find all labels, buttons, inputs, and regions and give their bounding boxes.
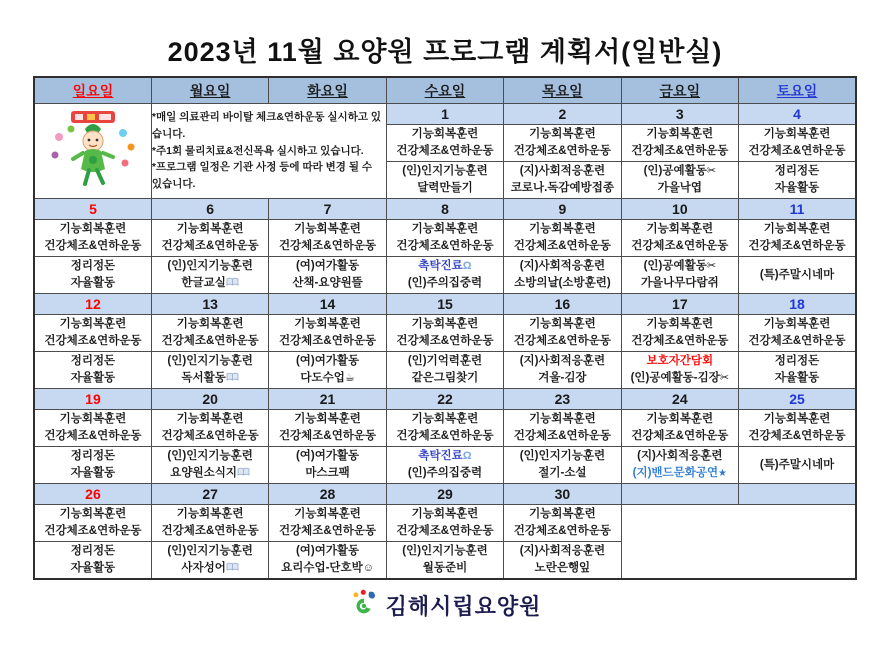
program-line: 기능회복훈련 [529, 318, 596, 330]
day-14-daily-programs [269, 315, 386, 352]
scissors-icon: ✂ [706, 165, 717, 177]
program-line: 가을낙엽 [657, 182, 703, 194]
program-line: 건강체조&연하운동 [44, 335, 142, 347]
program-line: 건강체조&연하운동 [631, 240, 729, 252]
day-number-14: 14 [269, 294, 386, 315]
day-number-23: 23 [504, 389, 621, 410]
program-line: 정리정돈 [70, 450, 116, 462]
day-header-thursday: 목요일 [504, 77, 621, 104]
week-5-morning-row [34, 505, 856, 542]
day-18-daily-programs [739, 315, 856, 352]
day-13-special-programs [151, 352, 268, 389]
program-line: (인)인지기능훈련 [167, 260, 253, 272]
day-number-18: 18 [739, 294, 856, 315]
program-line: 절기-소설 [538, 467, 587, 479]
day-number-20: 20 [151, 389, 268, 410]
empty-number-cell [739, 484, 856, 505]
day-number-21: 21 [269, 389, 386, 410]
day-number-25: 25 [739, 389, 856, 410]
week-3-number-row [34, 294, 856, 315]
program-line: 보호자간담회 [646, 355, 714, 367]
day-10-daily-programs [621, 220, 738, 257]
program-line: 건강체조&연하운동 [278, 430, 377, 442]
day-number-15: 15 [386, 294, 503, 315]
day-15-daily-programs [386, 315, 503, 352]
program-line: 기능회복훈련 [294, 413, 361, 425]
program-line: 기능회복훈련 [294, 223, 361, 235]
program-line: 건강체조&연하운동 [748, 145, 846, 157]
day-17-special-programs [621, 352, 738, 389]
program-line: 기능회복훈련 [176, 413, 244, 425]
day-24-daily-programs [621, 410, 738, 447]
book-icon [226, 372, 239, 384]
day-16-special-programs [504, 352, 621, 389]
program-line: 같은그림찾기 [411, 372, 479, 384]
week-4-morning-row [34, 410, 856, 447]
program-line: 건강체조&연하운동 [278, 240, 377, 252]
page-title: 2023년 11월 요양원 프로그램 계획서(일반실) [167, 37, 723, 67]
program-line: 건강체조&연하운동 [396, 240, 494, 252]
star-icon: ★ [718, 468, 728, 479]
program-line: 기능회복훈련 [59, 413, 127, 425]
day-29-special-programs [386, 542, 503, 580]
week-5-number-row [34, 484, 856, 505]
program-line: 촉탁진료Ω [418, 450, 472, 462]
program-line: 건강체조&연하운동 [396, 525, 494, 537]
day-20-daily-programs [151, 410, 268, 447]
program-line: 기능회복훈련 [763, 128, 831, 140]
day-1-daily-programs [386, 125, 503, 162]
mascot-image [34, 104, 151, 199]
program-line: 기능회복훈련 [294, 318, 361, 330]
program-line: 촉탁진료Ω [418, 260, 472, 272]
info-note-line: *매일 의료관리 바이탈 체크&연하운동 실시하고 있습니다. [151, 111, 382, 140]
program-line: 자율활동 [70, 277, 116, 289]
day-9-special-programs [504, 257, 621, 294]
program-calendar-table [33, 76, 857, 580]
day-12-special-programs [34, 352, 151, 389]
program-line: (인)인지기능훈련 [167, 450, 253, 462]
stethoscope-icon: Ω [462, 450, 472, 462]
day-10-special-programs [621, 257, 738, 294]
day-11-special-programs [739, 257, 856, 294]
day-number-11: 11 [739, 199, 856, 220]
program-line: 정리정돈 [774, 355, 820, 367]
week-2-number-row [34, 199, 856, 220]
program-line: (인)인지기능훈련 [167, 545, 253, 557]
day-8-daily-programs [386, 220, 503, 257]
week-4-number-row [34, 389, 856, 410]
book-icon [237, 467, 250, 479]
scissors-icon: ✂ [706, 260, 717, 272]
day-17-daily-programs [621, 315, 738, 352]
program-line: 기능회복훈련 [411, 128, 479, 140]
day-6-special-programs [151, 257, 268, 294]
day-27-daily-programs [151, 505, 268, 542]
day-9-daily-programs [504, 220, 621, 257]
day-23-special-programs [504, 447, 621, 484]
program-line: (인)인지기능훈련 [402, 165, 488, 177]
day-header-friday: 금요일 [621, 77, 738, 104]
program-line: 기능회복훈련 [646, 318, 714, 330]
program-line: 기능회복훈련 [59, 508, 127, 520]
book-icon [226, 277, 239, 289]
day-16-daily-programs [504, 315, 621, 352]
calendar-header [34, 77, 856, 104]
day-24-special-programs [621, 447, 738, 484]
program-line: 코로나.독감예방접종 [510, 182, 614, 194]
day-18-special-programs [739, 352, 856, 389]
program-line: 건강체조&연하운동 [631, 145, 729, 157]
week-1-number-row [34, 104, 856, 125]
day-11-daily-programs [739, 220, 856, 257]
program-line: 건강체조&연하운동 [513, 525, 611, 537]
day-7-daily-programs [269, 220, 386, 257]
day-header-row [34, 77, 856, 104]
program-line: 사자성어 [152, 560, 268, 577]
day-number-13: 13 [151, 294, 268, 315]
program-line: 건강체조&연하운동 [161, 240, 259, 252]
program-line: 독서활동 [152, 370, 268, 387]
day-12-daily-programs [34, 315, 151, 352]
program-line: 한글교실 [152, 275, 268, 292]
program-line: 요양원소식지 [152, 465, 268, 482]
day-6-daily-programs [151, 220, 268, 257]
program-line: 자율활동 [70, 467, 116, 479]
program-line: 건강체조&연하운동 [278, 525, 377, 537]
day-22-special-programs [386, 447, 503, 484]
program-line: (지)사회적응훈련 [519, 165, 606, 177]
day-4-daily-programs [739, 125, 856, 162]
day-number-5: 5 [34, 199, 151, 220]
info-note-line: *프로그램 일정은 기관 사정 등에 따라 변경 될 수 [151, 161, 373, 174]
day-3-special-programs [621, 162, 738, 199]
footer-org-name: 김해시립요양원 [385, 594, 542, 619]
day-20-special-programs [151, 447, 268, 484]
program-line: 건강체조&연하운동 [396, 430, 494, 442]
program-line: 기능회복훈련 [646, 128, 714, 140]
program-line: 건강체조&연하운동 [44, 430, 142, 442]
week-4-afternoon-row [34, 447, 856, 484]
day-4-special-programs [739, 162, 856, 199]
program-line: (인)인지기능훈련 [402, 545, 488, 557]
day-19-special-programs [34, 447, 151, 484]
day-30-daily-programs [504, 505, 621, 542]
day-8-special-programs [386, 257, 503, 294]
day-25-special-programs [739, 447, 856, 484]
program-line: 기능회복훈련 [176, 508, 244, 520]
program-line: 정리정돈 [70, 545, 116, 557]
program-line: (여)여가활동 [295, 450, 360, 462]
empty-content-cell [621, 505, 856, 580]
program-line: 건강체조&연하운동 [161, 430, 259, 442]
program-line: (인)기억력훈련 [407, 355, 483, 367]
day-number-3: 3 [621, 104, 738, 125]
program-line: 건강체조&연하운동 [513, 145, 611, 157]
day-7-special-programs [269, 257, 386, 294]
day-number-29: 29 [386, 484, 503, 505]
program-line: (인)공예활동✂ [643, 165, 717, 177]
day-22-daily-programs [386, 410, 503, 447]
program-line: (지)밴드문화공연★ [632, 467, 728, 479]
day-number-4: 4 [739, 104, 856, 125]
day-25-daily-programs [739, 410, 856, 447]
week-3-afternoon-row [34, 352, 856, 389]
program-line: 다도수업☕ [300, 372, 355, 384]
day-number-1: 1 [386, 104, 503, 125]
program-line: 월동준비 [422, 562, 468, 574]
teacup-icon: ☕ [344, 372, 355, 384]
program-line: 건강체조&연하운동 [161, 525, 259, 537]
day-number-17: 17 [621, 294, 738, 315]
program-line: (지)사회적응훈련 [637, 450, 723, 462]
program-line: 기능회복훈련 [176, 223, 244, 235]
day-number-2: 2 [504, 104, 621, 125]
program-line: (인)인지기능훈련 [519, 450, 606, 462]
day-number-30: 30 [504, 484, 621, 505]
day-30-special-programs [504, 542, 621, 580]
empty-number-cell [621, 484, 738, 505]
day-5-daily-programs [34, 220, 151, 257]
book-icon [226, 562, 239, 574]
day-number-9: 9 [504, 199, 621, 220]
day-23-daily-programs [504, 410, 621, 447]
program-line: (인)공예활동✂ [643, 260, 717, 272]
program-line: 기능회복훈련 [411, 223, 479, 235]
day-header-wednesday: 수요일 [386, 77, 503, 104]
gimhae-logo-icon [349, 589, 379, 622]
week-2-morning-row [34, 220, 856, 257]
program-line: 건강체조&연하운동 [748, 240, 846, 252]
info-notes [151, 104, 386, 199]
week-2-afternoon-row [34, 257, 856, 294]
day-21-daily-programs [269, 410, 386, 447]
day-number-22: 22 [386, 389, 503, 410]
day-3-daily-programs [621, 125, 738, 162]
program-line: (인)주의집중력 [407, 277, 483, 289]
program-line: (지)사회적응훈련 [519, 260, 606, 272]
program-line: 자율활동 [774, 182, 820, 194]
program-line: 기능회복훈련 [763, 318, 831, 330]
program-line: 소방의날(소방훈련) [514, 277, 611, 289]
program-line: (인)인지기능훈련 [167, 355, 253, 367]
day-2-special-programs [504, 162, 621, 199]
program-line: (지)사회적응훈련 [519, 355, 606, 367]
program-line: 기능회복훈련 [411, 413, 479, 425]
day-2-daily-programs [504, 125, 621, 162]
program-line: 건강체조&연하운동 [513, 335, 611, 347]
day-13-daily-programs [151, 315, 268, 352]
program-line: 건강체조&연하운동 [513, 240, 611, 252]
day-number-26: 26 [34, 484, 151, 505]
day-5-special-programs [34, 257, 151, 294]
program-line: 달력만들기 [417, 182, 473, 194]
program-line: 건강체조&연하운동 [396, 335, 494, 347]
program-line: 자율활동 [70, 372, 116, 384]
day-1-special-programs [386, 162, 503, 199]
day-header-sunday: 일요일 [34, 77, 151, 104]
program-line: 자율활동 [70, 562, 116, 574]
day-28-daily-programs [269, 505, 386, 542]
program-line: 기능회복훈련 [529, 128, 596, 140]
day-15-special-programs [386, 352, 503, 389]
program-line: 기능회복훈련 [763, 413, 831, 425]
info-note-line: 있습니다. [151, 178, 196, 191]
program-line: 기능회복훈련 [529, 223, 596, 235]
program-line: 건강체조&연하운동 [44, 240, 142, 252]
day-number-6: 6 [151, 199, 268, 220]
program-line: 건강체조&연하운동 [631, 335, 729, 347]
program-line: 노란은행잎 [534, 562, 591, 574]
program-line: (특)주말시네마 [759, 458, 835, 471]
program-line: 가을나무다람쥐 [640, 277, 719, 289]
program-line: 건강체조&연하운동 [513, 430, 611, 442]
program-line: (여)여가활동 [295, 260, 360, 272]
program-line: (지)사회적응훈련 [519, 545, 606, 557]
day-28-special-programs [269, 542, 386, 580]
day-14-special-programs [269, 352, 386, 389]
program-line: 기능회복훈련 [646, 223, 714, 235]
program-line: 건강체조&연하운동 [396, 145, 494, 157]
program-line: 정리정돈 [774, 165, 820, 177]
day-number-16: 16 [504, 294, 621, 315]
day-27-special-programs [151, 542, 268, 580]
program-line: 기능회복훈련 [59, 223, 127, 235]
week-3-morning-row [34, 315, 856, 352]
program-line: 정리정돈 [70, 260, 116, 272]
smiley-icon: ☺ [362, 562, 374, 574]
day-number-24: 24 [621, 389, 738, 410]
program-line: 기능회복훈련 [763, 223, 831, 235]
program-line: 요리수업-단호박☺ [281, 562, 374, 574]
day-number-7: 7 [269, 199, 386, 220]
program-plan-page [0, 30, 890, 659]
scissors-icon: ✂ [719, 372, 730, 384]
day-header-saturday: 토요일 [739, 77, 856, 104]
day-number-8: 8 [386, 199, 503, 220]
program-line: 기능회복훈련 [411, 318, 479, 330]
program-line: 기능회복훈련 [646, 413, 714, 425]
day-29-daily-programs [386, 505, 503, 542]
program-line: 건강체조&연하운동 [278, 335, 377, 347]
program-line: (인)주의집중력 [407, 467, 483, 479]
program-line: 기능회복훈련 [529, 413, 596, 425]
stethoscope-icon: Ω [462, 260, 472, 272]
day-number-19: 19 [34, 389, 151, 410]
day-21-special-programs [269, 447, 386, 484]
calendar-body [34, 104, 856, 580]
program-line: (여)여가활동 [295, 355, 360, 367]
program-line: 기능회복훈련 [294, 508, 361, 520]
day-number-27: 27 [151, 484, 268, 505]
program-line: (특)주말시네마 [759, 268, 835, 281]
day-header-monday: 월요일 [151, 77, 268, 104]
day-number-28: 28 [269, 484, 386, 505]
program-line: 건강체조&연하운동 [748, 335, 846, 347]
program-line: 정리정돈 [70, 355, 116, 367]
program-line: 건강체조&연하운동 [161, 335, 259, 347]
program-line: 건강체조&연하운동 [748, 430, 846, 442]
program-line: 산책-요양원뜰 [292, 277, 363, 289]
program-line: 건강체조&연하운동 [44, 525, 142, 537]
info-note-line: *주1회 물리치료&전신목욕 실시하고 있습니다. [151, 144, 364, 157]
day-number-12: 12 [34, 294, 151, 315]
program-line: (여)여가활동 [295, 545, 360, 557]
program-line: 겨울-김장 [538, 372, 587, 384]
day-26-daily-programs [34, 505, 151, 542]
program-line: 기능회복훈련 [411, 508, 479, 520]
day-header-tuesday: 화요일 [269, 77, 386, 104]
footer [0, 589, 890, 622]
program-line: (인)공예활동-김장✂ [630, 372, 730, 384]
program-line: 건강체조&연하운동 [631, 430, 729, 442]
program-line: 기능회복훈련 [59, 318, 127, 330]
day-26-special-programs [34, 542, 151, 580]
program-line: 자율활동 [774, 372, 820, 384]
program-line: 마스크팩 [305, 467, 350, 479]
day-number-10: 10 [621, 199, 738, 220]
day-19-daily-programs [34, 410, 151, 447]
program-line: 기능회복훈련 [176, 318, 244, 330]
program-line: 기능회복훈련 [529, 508, 596, 520]
